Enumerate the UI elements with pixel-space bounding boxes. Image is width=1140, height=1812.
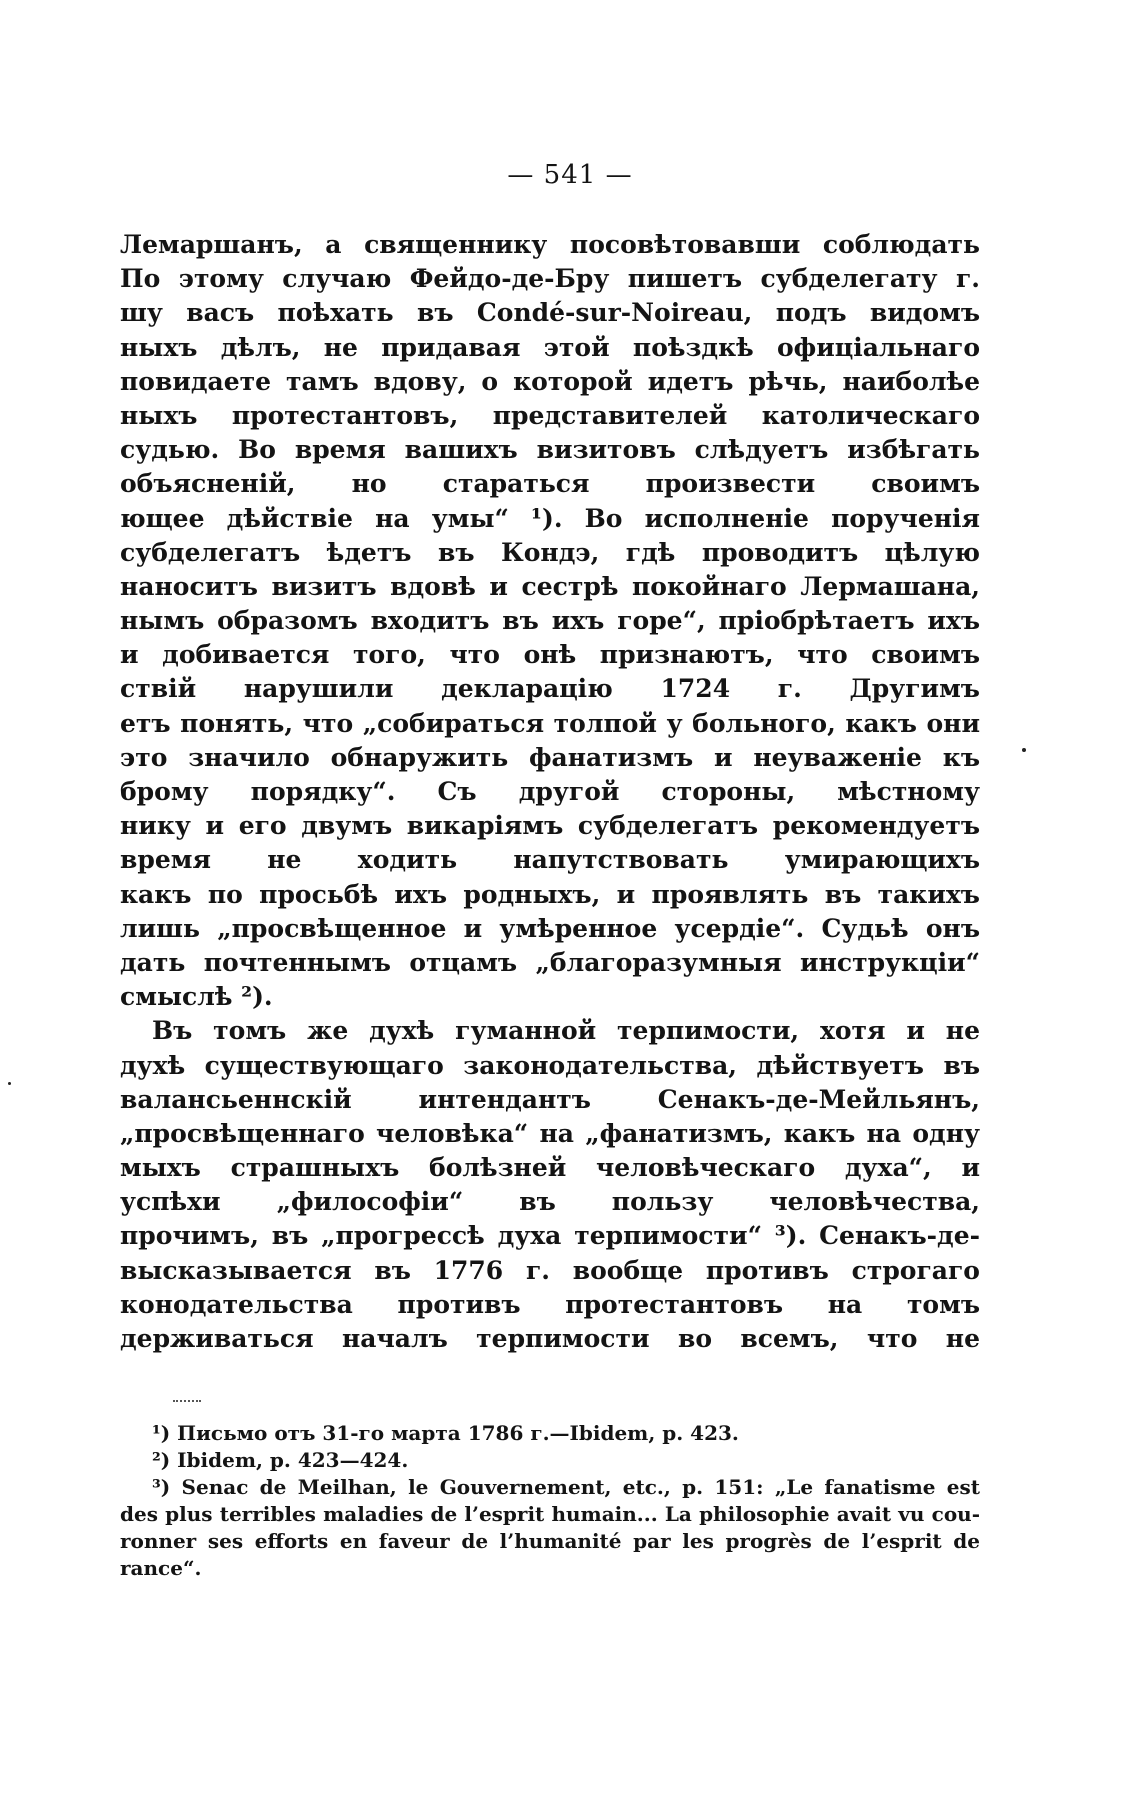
text-line-content: повидаете тамъ вдову, о которой идетъ рѣчь, наиболѣе bbox=[120, 366, 980, 396]
footnote-line-content: ³) Senac de Meilhan, le Gouvernement, etc., p. 151: „Le fanatisme est bbox=[152, 1475, 980, 1499]
text-line-content: держиваться началъ терпимости во всемъ, что не bbox=[120, 1324, 980, 1353]
text-line-content: судью. Во время вашихъ визитовъ слѣдуетъ избѣгать bbox=[120, 435, 980, 465]
footnote-divider bbox=[173, 1400, 201, 1402]
text-line-content: ныхъ протестантовъ, представителей католическаго bbox=[120, 400, 980, 430]
text-line bbox=[120, 672, 980, 706]
footnote-line-content: ronner ses efforts en faveur de l’humanité par les progrès de l’esprit de bbox=[120, 1529, 980, 1553]
footnote-line-content: ²) Ibidem, p. 423—424. bbox=[152, 1448, 409, 1472]
text-line-content: успѣхи „философіи“ въ пользу человѣчества, bbox=[120, 1187, 980, 1217]
footnote-line bbox=[120, 1528, 980, 1555]
text-line-content: ствій нарушили декларацію 1724 г. Другимъ bbox=[120, 674, 980, 704]
text-line bbox=[120, 878, 980, 912]
text-line bbox=[120, 1014, 980, 1048]
text-line-content: какъ по просьбѣ ихъ родныхъ, и проявлять въ такихъ bbox=[120, 879, 980, 909]
text-line bbox=[120, 433, 980, 467]
text-line bbox=[120, 912, 980, 946]
text-line-content: субделегатъ ѣдетъ въ Кондэ, гдѣ проводитъ цѣлую bbox=[120, 537, 980, 567]
text-line-content: По этому случаю Фейдо-де-Бру пишетъ субделегату г. bbox=[120, 264, 980, 294]
text-line bbox=[120, 741, 980, 775]
text-line bbox=[120, 1219, 980, 1253]
text-line bbox=[120, 502, 980, 536]
text-line bbox=[120, 1288, 980, 1322]
text-line bbox=[120, 980, 980, 1014]
text-line bbox=[120, 570, 980, 604]
footnotes bbox=[120, 1420, 980, 1582]
footnote-line bbox=[120, 1555, 980, 1582]
text-line bbox=[120, 536, 980, 570]
footnote-line bbox=[120, 1501, 980, 1528]
page-number: — 541 — bbox=[507, 160, 633, 190]
footnote-line bbox=[120, 1474, 980, 1501]
text-line bbox=[120, 365, 980, 399]
text-line-content: и добивается того, что онѣ признаютъ, что своимъ bbox=[120, 640, 980, 670]
footnote-line-content: rance“. bbox=[120, 1556, 202, 1580]
text-line-content: „просвѣщеннаго человѣка“ на „фанатизмъ, какъ на одну bbox=[120, 1118, 980, 1148]
text-line-content: шу васъ поѣхать въ Condé-sur-Noireau, подъ видомъ bbox=[120, 298, 980, 328]
text-line bbox=[120, 1322, 980, 1356]
text-line bbox=[120, 331, 980, 365]
text-line-content: наноситъ визитъ вдовѣ и сестрѣ покойнаго Лермашана, bbox=[120, 571, 980, 601]
text-line bbox=[120, 467, 980, 501]
text-line bbox=[120, 843, 980, 877]
text-line-content: брому порядку“. Съ другой стороны, мѣстному bbox=[120, 777, 980, 806]
text-line bbox=[120, 296, 980, 330]
text-line bbox=[120, 604, 980, 638]
text-line-content: духѣ существующаго законодательства, дѣйствуетъ въ bbox=[120, 1050, 980, 1080]
text-line-content: ющее дѣйствіе на умы“ ¹). Во исполненіе порученія bbox=[120, 503, 980, 533]
text-line-content: нику и его двумъ викаріямъ субделегатъ рекомендуетъ bbox=[120, 811, 980, 841]
text-line bbox=[120, 946, 980, 980]
text-line-content: мыхъ страшныхъ болѣзней человѣческаго духа“, и bbox=[120, 1153, 980, 1183]
footnote-line-content: des plus terribles maladies de l’esprit humain... La philosophie avait vu cou- bbox=[120, 1502, 980, 1526]
text-line-content: дать почтеннымъ отцамъ „благоразумныя инструкціи“ bbox=[120, 947, 980, 977]
text-line-content: это значило обнаружить фанатизмъ и неуваженіе къ bbox=[120, 742, 980, 772]
text-line-content: объясненій, но стараться произвести своимъ bbox=[120, 469, 980, 499]
text-line-content: Лемаршанъ, а священнику посовѣтовавши соблюдать bbox=[120, 230, 980, 259]
footnote-line bbox=[120, 1420, 980, 1447]
text-line-content: Въ томъ же духѣ гуманной терпимости, хотя и не bbox=[152, 1016, 980, 1046]
text-line bbox=[120, 399, 980, 433]
text-line bbox=[120, 775, 980, 809]
text-line bbox=[120, 1151, 980, 1185]
ink-speck bbox=[1022, 748, 1026, 752]
text-line bbox=[120, 707, 980, 741]
footnote-line-content: ¹) Письмо отъ 31-го марта 1786 г.—Ibidem, p. 423. bbox=[152, 1421, 739, 1445]
text-line bbox=[120, 1083, 980, 1117]
body-text bbox=[120, 228, 980, 1356]
text-line bbox=[120, 809, 980, 843]
text-line bbox=[120, 1185, 980, 1219]
text-line-content: высказывается въ 1776 г. вообще противъ строгаго bbox=[120, 1255, 980, 1285]
text-line bbox=[120, 262, 980, 296]
text-line-content: смыслѣ ²). bbox=[120, 982, 273, 1012]
text-line-content: ныхъ дѣлъ, не придавая этой поѣздкѣ офиціальнаго bbox=[120, 332, 980, 362]
text-line-content: время не ходить напутствовать умирающихъ bbox=[120, 845, 980, 875]
text-line-content: етъ понять, что „собираться толпой у больного, какъ они bbox=[120, 708, 980, 738]
footnote-line bbox=[120, 1447, 980, 1474]
text-line bbox=[120, 1049, 980, 1083]
text-line bbox=[120, 228, 980, 262]
text-line-content: конодательства противъ протестантовъ на томъ bbox=[120, 1289, 980, 1319]
text-line-content: лишь „просвѣщенное и умѣренное усердіе“. Судьѣ онъ bbox=[120, 913, 980, 943]
text-line-content: валансьеннскій интендантъ Сенакъ-де-Мейльянъ, bbox=[120, 1084, 980, 1114]
text-line-content: нымъ образомъ входитъ въ ихъ горе“, пріобрѣтаетъ ихъ bbox=[120, 606, 980, 636]
text-line bbox=[120, 638, 980, 672]
text-line bbox=[120, 1117, 980, 1151]
text-line-content: прочимъ, въ „прогрессѣ духа терпимости“ ³). Сенакъ-де- bbox=[120, 1221, 980, 1251]
ink-speck bbox=[8, 1082, 11, 1085]
text-line bbox=[120, 1254, 980, 1288]
